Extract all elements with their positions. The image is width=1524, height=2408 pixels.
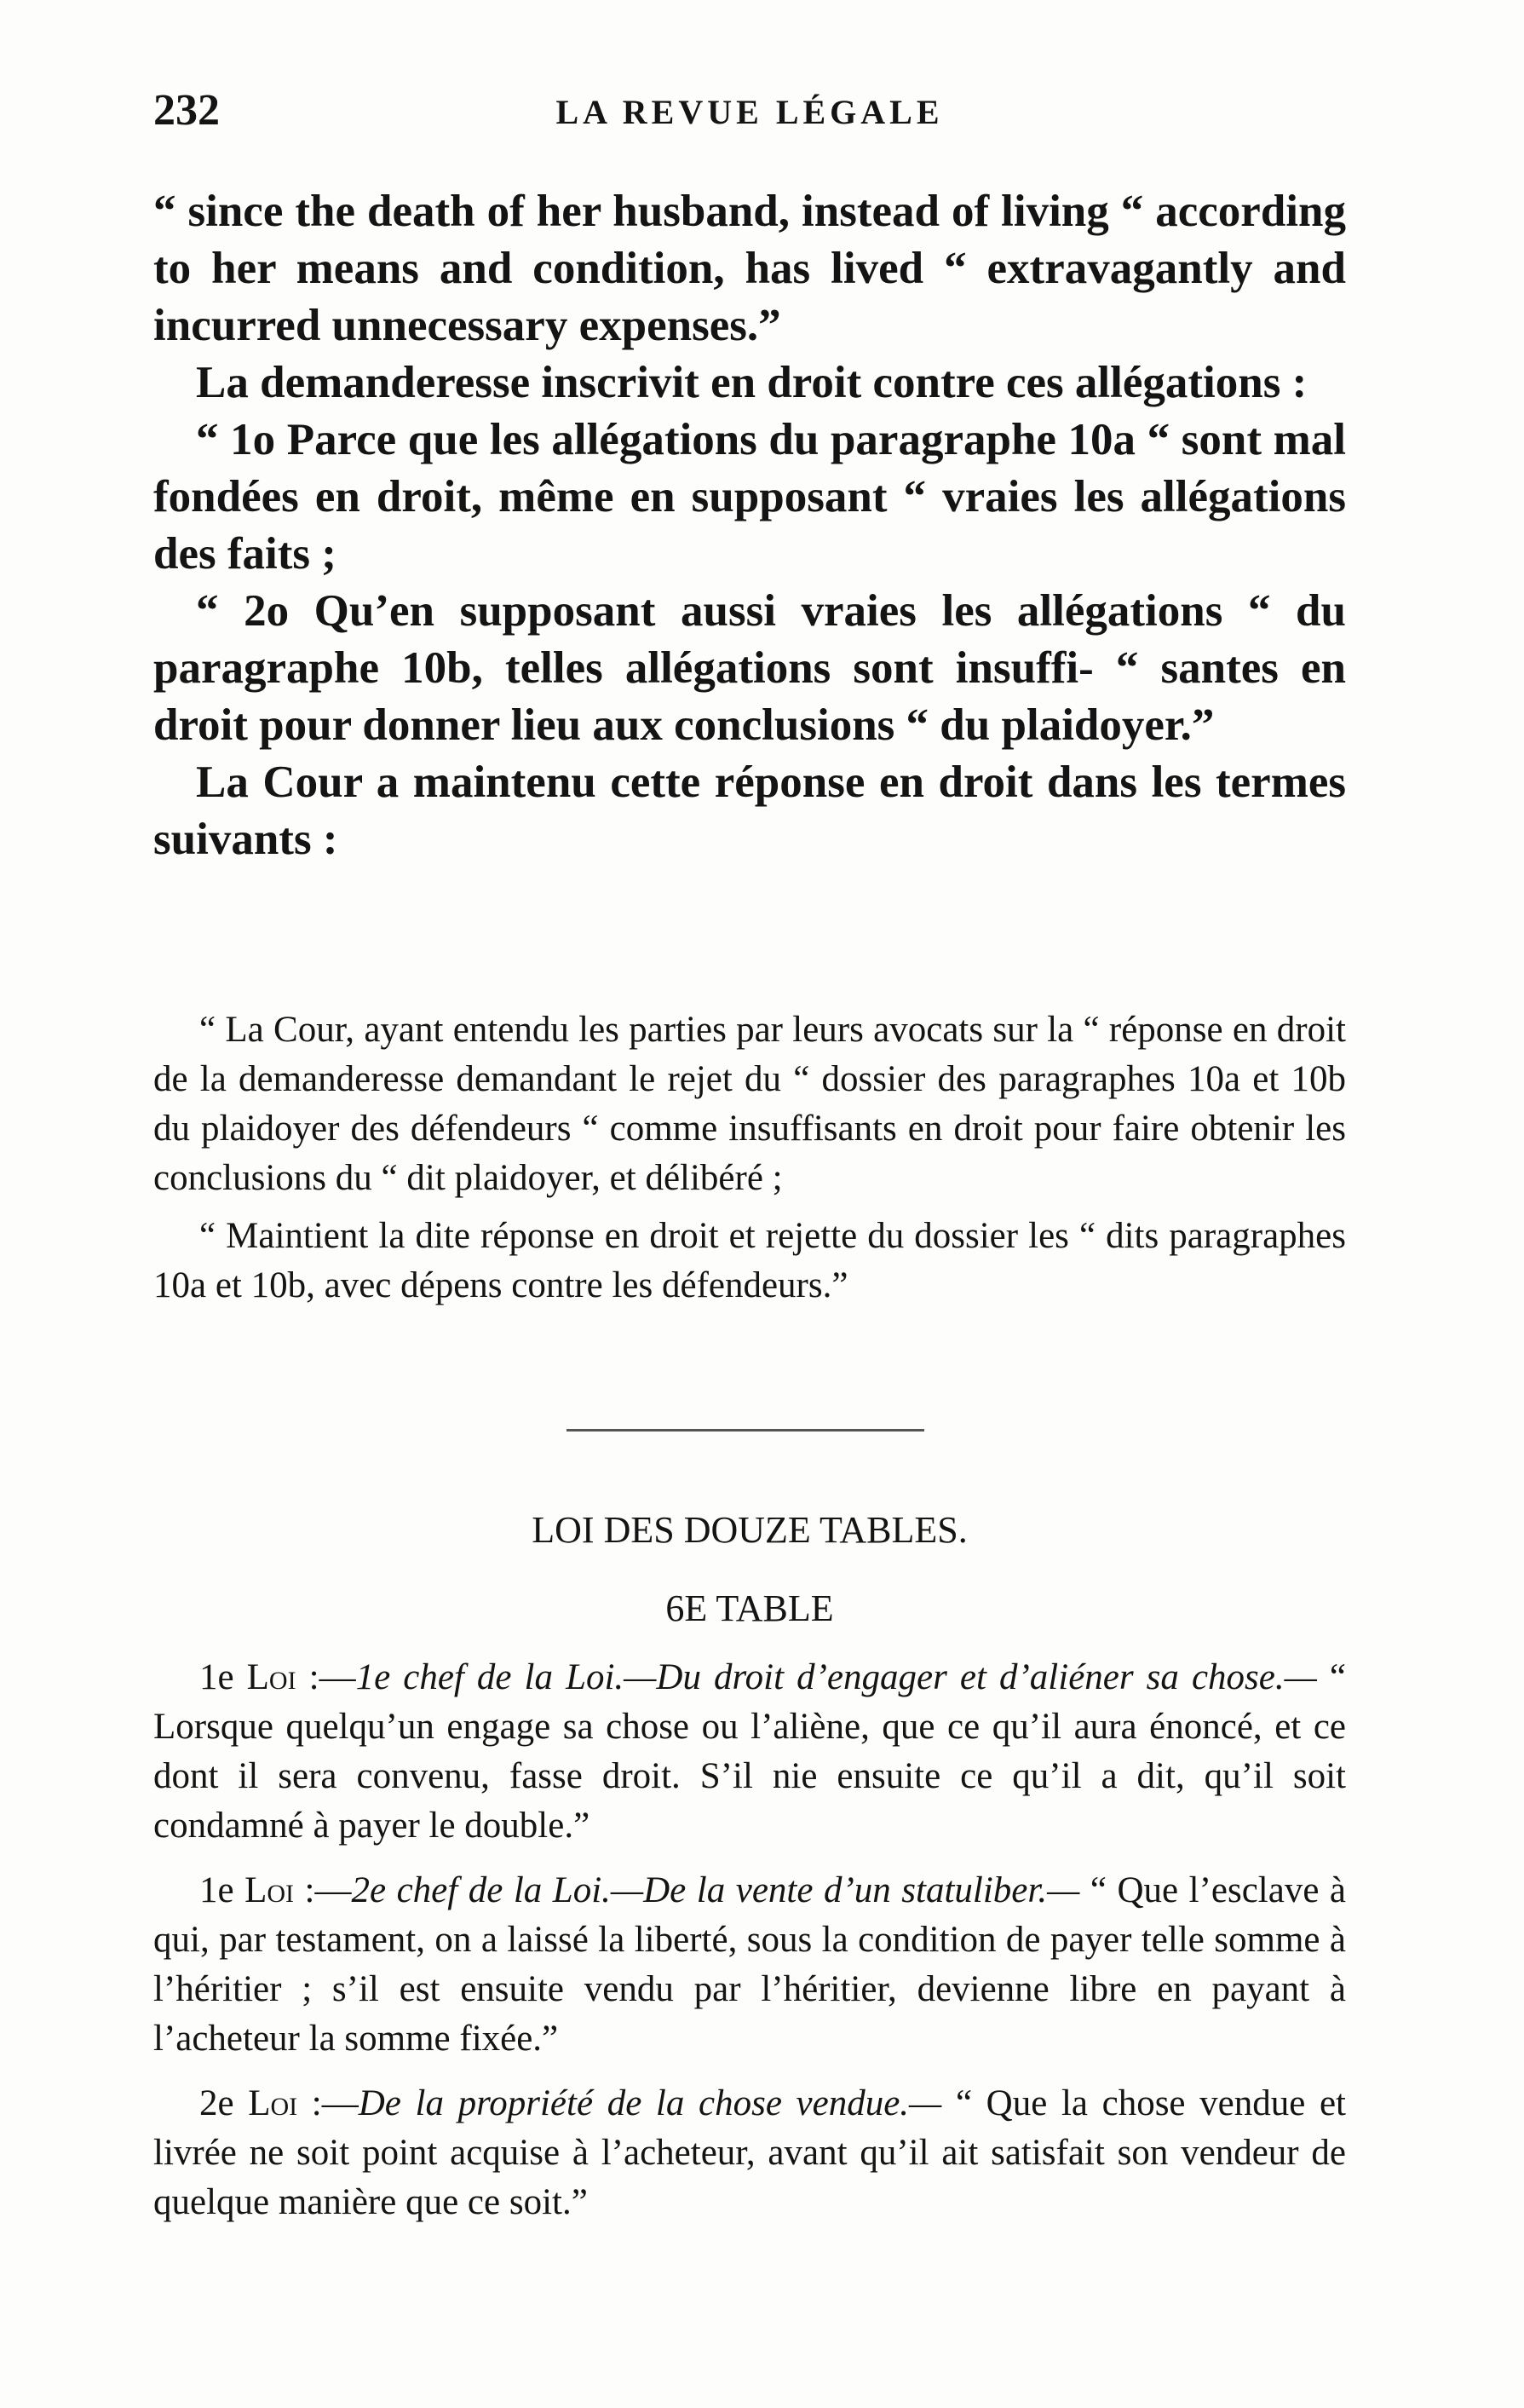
paragraph-cour: La Cour a maintenu cette réponse en droit dans les termes suivants : [153,758,1346,864]
reason-1: “ 1o Parce que les allégations du paragraphe 10a “ sont mal fondées en droit, même en supposant “ vraies les allégations des faits ; [153,415,1346,579]
law-number: 1e [199,1870,234,1910]
law-entry [153,1653,1346,1851]
law-number: 1e [199,1657,234,1697]
section-divider [566,1429,924,1432]
law-word: Loi [246,1657,296,1697]
law-separator: :— [296,1657,356,1697]
law-heading: 2e chef de la Loi.—De la vente d’un statuliber.— [351,1870,1080,1910]
page-header [153,85,1346,153]
law-text: “ Que l’esclave à qui, par testament, on a laissé la liberté, sous la condition de payer telle somme à l’héritier ; s’il est ensuite vendu par l’héritier, devienne libre en payant à l’acheteur la somme fixée.” [153,1870,1347,2059]
law-heading: De la propriété de la chose vendue.— [358,2083,942,2123]
law-text: “ Lorsque quelqu’un engage sa chose ou l’aliène, que ce qu’il aura énoncé, et ce dont il sera convenu, fasse droit. S’il nie ensuite ce qu’il a dit, qu’il soit condamné à payer le double.” [153,1657,1347,1846]
section-subtitle: 6E TABLE [665,1587,834,1629]
judgment-block [153,1005,1346,1319]
judgment-paragraph-1: “ La Cour, ayant entendu les parties par leurs avocats sur la “ réponse en droit de la demanderesse demandant le rejet du “ dossier des paragraphes 10a et 10b du plaidoyer des défendeurs “ comme insuffisants en droit pour faire obtenir les conclusions du “ dit plaidoyer, et délibéré ; [153,1010,1346,1198]
upper-text-block [153,183,1346,868]
section-title: LOI DES DOUZE TABLES. [532,1509,968,1551]
law-word: Loi [248,2083,298,2123]
paragraph-demanderesse: La demanderesse inscrivit en droit contre ces allégations : [196,358,1308,407]
judgment-paragraph-2: “ Maintient la dite réponse en droit et rejette du dossier les “ dits paragraphes 10a et 10b, avec dépens contre les défendeurs.” [153,1216,1346,1305]
reason-2: “ 2o Qu’en supposant aussi vraies les allégations “ du paragraphe 10b, telles allégations sont insuffi- “ santes en droit pour donner lieu aux conclusions “ du plaidoyer.” [153,586,1346,750]
law-word: Loi [244,1870,295,1910]
english-quote: “ since the death of her husband, instead of living “ according to her means and condition, has lived “ extravagantly and incurred unnecessary expenses.” [153,187,1346,350]
law-heading: 1e chef de la Loi.—Du droit d’engager et d’aliéner sa chose.— [355,1657,1317,1697]
law-number: 2e [199,2083,234,2123]
page-number: 232 [153,86,220,135]
laws-block [153,1653,1346,2236]
law-separator: :— [294,1870,352,1910]
law-text: “ Que la chose vendue et livrée ne soit point acquise à l’acheteur, avant qu’il ait satisfait son vendeur de quelque manière que ce soit.” [153,2083,1346,2222]
running-title: LA REVUE LÉGALE [555,93,944,131]
law-separator: :— [297,2083,359,2123]
law-entry [153,2079,1346,2227]
law-entry [153,1866,1346,2064]
